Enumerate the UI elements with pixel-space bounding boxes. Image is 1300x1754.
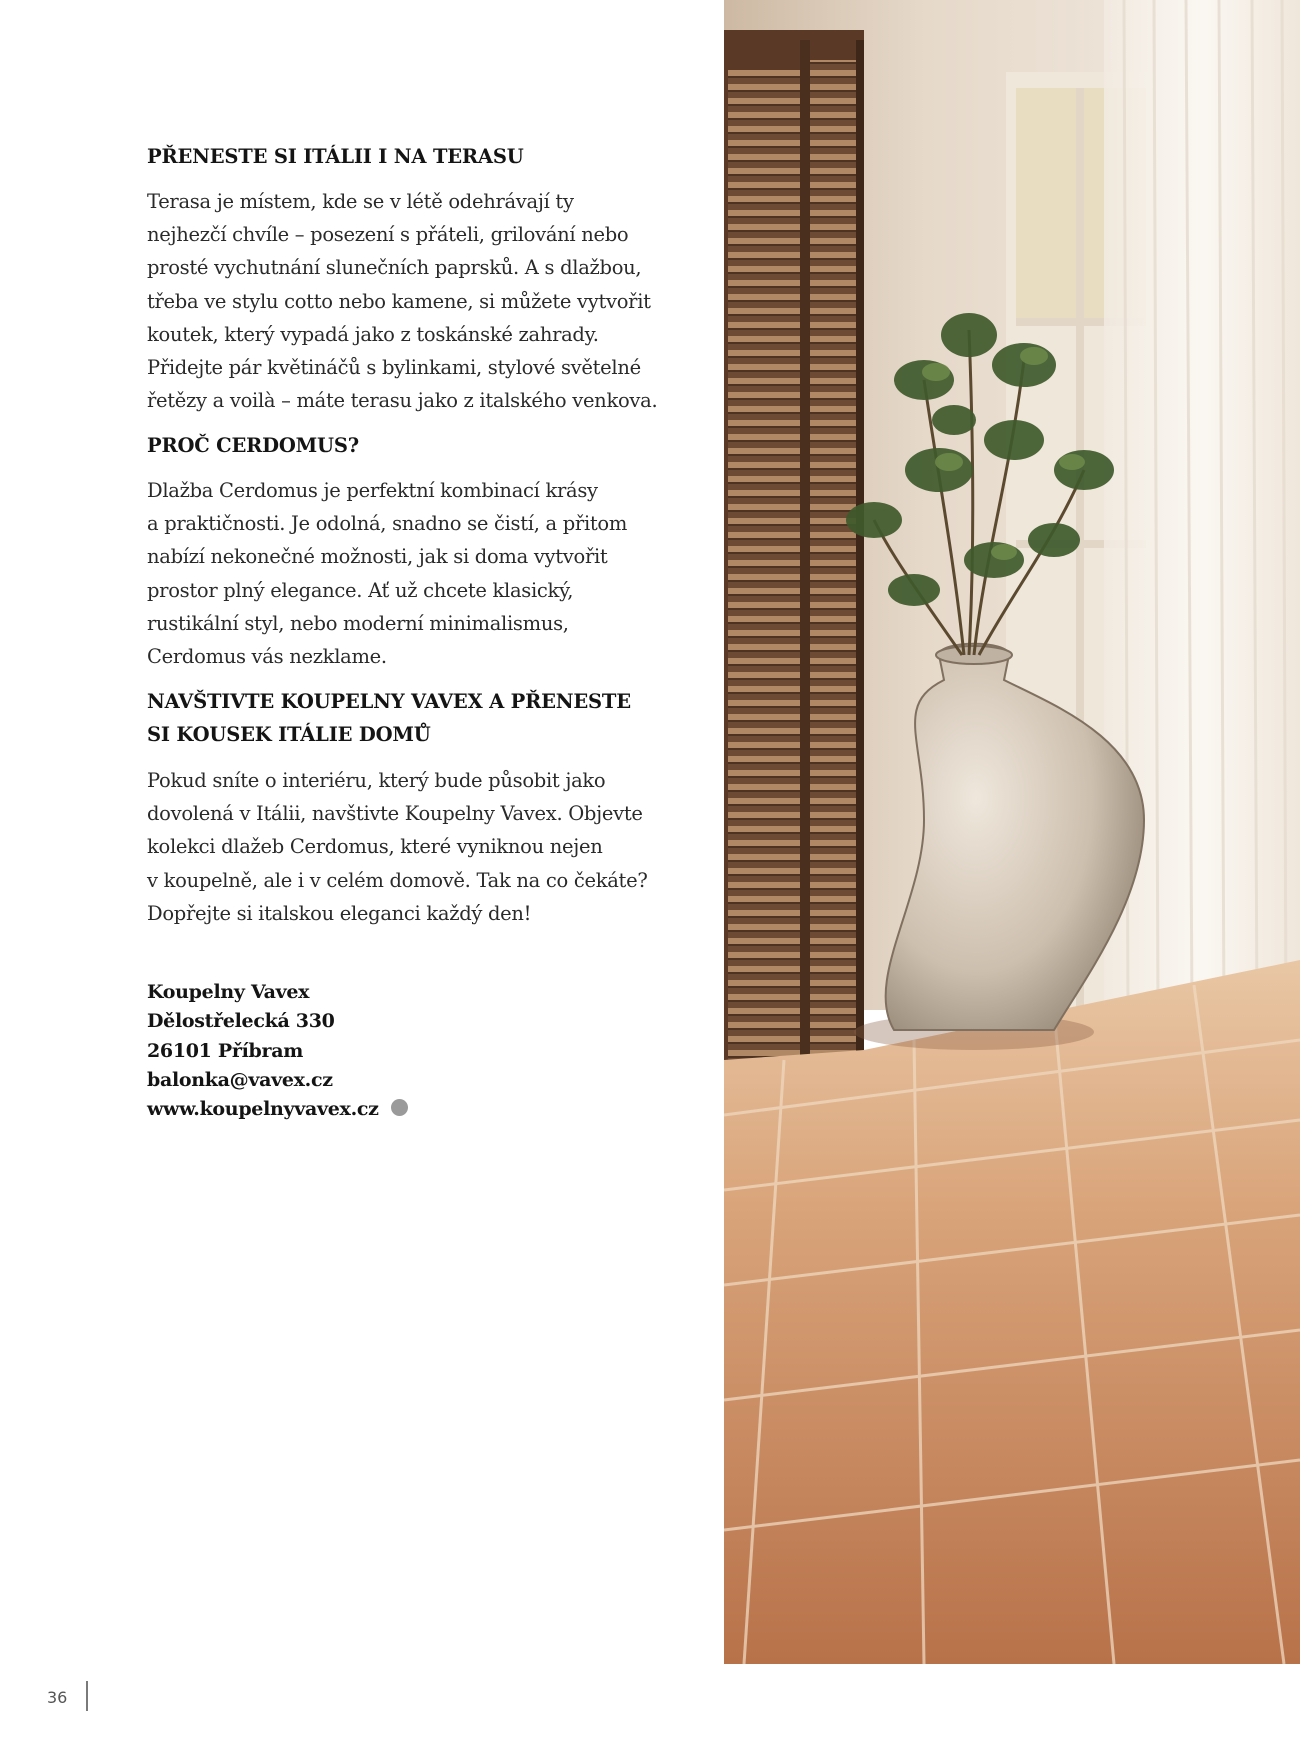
paragraph-vavex xyxy=(147,764,647,930)
paragraph-line: třeba ve stylu cotto nebo kamene, si můžete vytvořit xyxy=(147,289,651,313)
paragraph-line: rustikální styl, nebo moderní minimalismus, xyxy=(147,611,569,635)
interior-photo xyxy=(724,0,1300,1664)
heading-line: SI KOUSEK ITÁLIE DOMŮ xyxy=(147,723,431,746)
paragraph-line: Cerdomus vás nezklame. xyxy=(147,645,387,669)
contact-web-row xyxy=(147,1095,408,1124)
paragraph-terasa xyxy=(147,185,657,417)
paragraph-line: Dlažba Cerdomus je perfektní kombinací krásy xyxy=(147,479,598,502)
paragraph-line: a praktičnosti. Je odolná, snadno se čistí, a přitom xyxy=(147,512,628,536)
paragraph-line: prosté vychutnání slunečních paprsků. A s dlažbou, xyxy=(147,256,642,280)
contact-email-link[interactable]: balonka@vavex.cz xyxy=(147,1068,333,1091)
contact-street: Dělostřelecká 330 xyxy=(147,1010,335,1033)
paragraph-line: kolekci dlažeb Cerdomus, které vyniknou nejen xyxy=(147,835,603,859)
section-heading-cerdomus: PROČ CERDOMUS? xyxy=(147,434,359,457)
section-heading-terasa: PŘENESTE SI ITÁLII I NA TERASU xyxy=(147,145,524,168)
contact-name: Koupelny Vavex xyxy=(147,981,310,1003)
end-mark-dot-icon xyxy=(391,1099,408,1116)
page-number-divider xyxy=(86,1681,88,1711)
paragraph-line: nejhezčí chvíle – posezení s přáteli, grilování nebo xyxy=(147,223,629,247)
contact-city: 26101 Příbram xyxy=(147,1039,304,1062)
paragraph-line: Dopřejte si italskou eleganci každý den! xyxy=(147,901,532,925)
heading-line: NAVŠTIVTE KOUPELNY VAVEX A PŘENESTE xyxy=(147,690,631,713)
paragraph-line: Přidejte pár květináčů s bylinkami, stylové světelné xyxy=(147,356,641,380)
contact-web-link[interactable]: www.koupelnyvavex.cz xyxy=(147,1098,379,1121)
paragraph-line: nabízí nekonečné možnosti, jak si doma vytvořit xyxy=(147,545,608,569)
section-heading-vavex xyxy=(147,685,631,751)
page-number: 36 xyxy=(47,1688,68,1707)
paragraph-line: prostor plný elegance. Ať už chcete klasický, xyxy=(147,578,574,602)
paragraph-line: v koupelně, ale i v celém domově. Tak na co čekáte? xyxy=(147,868,648,892)
paragraph-line: koutek, který vypadá jako z toskánské zahrady. xyxy=(147,322,599,346)
paragraph-line: Terasa je místem, kde se v létě odehrávají ty xyxy=(147,190,574,213)
contact-block xyxy=(147,978,408,1124)
paragraph-line: Pokud sníte o interiéru, který bude působit jako xyxy=(147,769,606,792)
paragraph-cerdomus xyxy=(147,474,627,673)
paragraph-line: dovolená v Itálii, navštivte Koupelny Vavex. Objevte xyxy=(147,802,643,826)
paragraph-line: řetězy a voilà – máte terasu jako z italského venkova. xyxy=(147,389,658,413)
